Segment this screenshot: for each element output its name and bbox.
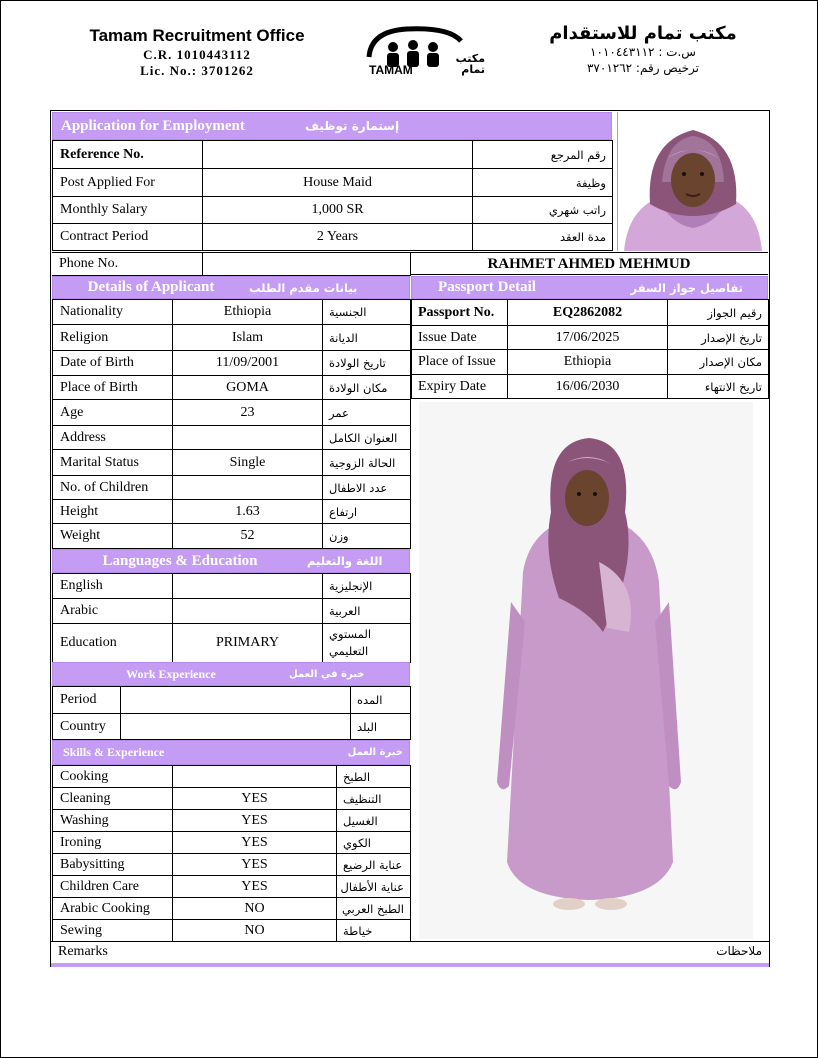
country-label: Country (53, 714, 121, 740)
age-label: Age (53, 400, 173, 426)
age-label-ar: عمر (323, 400, 411, 426)
office-lic-en: Lic. No.: 3701262 (140, 63, 254, 78)
table-row (53, 426, 411, 450)
skills-title-ar: خبرة العمل (347, 747, 403, 758)
languages-table (52, 573, 411, 663)
passport-title-ar: تفاصيل جواز السفر (630, 280, 743, 295)
cleaning-value: YES (173, 788, 337, 810)
applicant-name: RAHMET AHMED MEHMUD (410, 252, 768, 275)
sewing-label: Sewing (53, 920, 173, 942)
religion-label: Religion (53, 325, 173, 351)
marital-label: Marital Status (53, 450, 173, 476)
applicant-portrait (617, 112, 768, 251)
applicant-full-photo (419, 402, 753, 939)
table-row (53, 500, 411, 524)
arabic-cooking-label-ar: الطبخ العربي (337, 898, 411, 920)
reference-label: Reference No. (53, 141, 203, 169)
address-label-ar: العنوان الكامل (323, 426, 411, 450)
logo-text-en: TAMAM (369, 63, 413, 77)
logo-text-ar: مكتب تمام (455, 52, 485, 76)
english-label: English (53, 574, 173, 599)
arabic-cooking-value: NO (173, 898, 337, 920)
weight-label: Weight (53, 524, 173, 549)
sewing-value: NO (173, 920, 337, 942)
ironing-label: Ironing (53, 832, 173, 854)
dob-label-ar: تاريخ الولادة (323, 351, 411, 376)
children-care-label: Children Care (53, 876, 173, 898)
table-row (53, 599, 411, 624)
office-lic-ar: ترخيص رقم: ٣٧٠١٢٦٢ (586, 61, 699, 75)
nationality-label: Nationality (53, 300, 173, 325)
full-photo-image (419, 402, 753, 939)
table-row (53, 400, 411, 426)
children-label: No. of Children (53, 476, 173, 500)
table-row (53, 876, 411, 898)
dob-value: 11/09/2001 (173, 351, 323, 376)
languages-title: Languages & Education (102, 552, 258, 569)
reference-value (203, 141, 473, 169)
dob-label: Date of Birth (53, 351, 173, 376)
table-row (53, 766, 411, 788)
expiry-value: 16/06/2030 (508, 375, 668, 399)
english-value (173, 574, 323, 599)
post-label: Post Applied For (53, 169, 203, 197)
table-row (53, 920, 411, 942)
table-row (53, 810, 411, 832)
contract-value: 2 Years (203, 224, 473, 251)
education-value: PRIMARY (173, 624, 323, 663)
cooking-label: Cooking (53, 766, 173, 788)
skills-table (52, 765, 411, 942)
office-cr-en: C.R. 1010443112 (143, 47, 251, 62)
table-row (53, 524, 411, 549)
period-label: Period (53, 687, 121, 714)
height-label: Height (53, 500, 173, 524)
application-title: Application for Employment (61, 117, 245, 134)
reference-label-ar: رقم المرجع (473, 141, 613, 169)
place-issue-label: Place of Issue (412, 350, 508, 375)
children-care-label-ar: عناية الأطفال (337, 876, 411, 898)
passport-header (411, 276, 768, 299)
issue-date-label-ar: تاريخ الإصدار (668, 326, 769, 350)
table-row (53, 300, 411, 325)
table-row (53, 376, 411, 400)
education-label: Education (53, 624, 173, 663)
passport-no-label: Passport No. (412, 300, 508, 326)
contract-label-ar: مدة العقد (473, 224, 613, 251)
table-row (53, 788, 411, 810)
ironing-value: YES (173, 832, 337, 854)
cleaning-label-ar: التنظيف (337, 788, 411, 810)
phone-label: Phone No. (52, 253, 202, 276)
work-title-ar: خبرة في العمل (289, 668, 365, 680)
remarks-label-ar: ملاحظات (716, 944, 762, 958)
work-title: Work Experience (126, 666, 216, 681)
pob-label: Place of Birth (53, 376, 173, 400)
sewing-label-ar: خياطة (337, 920, 411, 942)
work-header (52, 662, 410, 686)
weight-value: 52 (173, 524, 323, 549)
education-label-ar: المستوي التعليمي (323, 624, 411, 663)
passport-table (411, 299, 769, 399)
country-label-ar: البلد (351, 714, 411, 740)
details-table (52, 299, 411, 549)
table-row (53, 476, 411, 500)
table-row (53, 325, 411, 351)
weight-label-ar: وزن (323, 524, 411, 549)
table-row (53, 141, 613, 169)
table-row (53, 687, 411, 714)
address-label: Address (53, 426, 173, 450)
table-row (53, 714, 411, 740)
pob-label-ar: مكان الولادة (323, 376, 411, 400)
cooking-value (173, 766, 337, 788)
office-cr-ar: س.ت : ١٠١٠٤٤٣١١٢ (590, 45, 696, 59)
phone-table (52, 252, 411, 276)
children-care-value: YES (173, 876, 337, 898)
table-row (53, 624, 411, 663)
place-issue-label-ar: مكان الإصدار (668, 350, 769, 375)
skills-title: Skills & Experience (63, 745, 165, 759)
salary-label: Monthly Salary (53, 197, 203, 224)
table-row (53, 169, 613, 197)
bottom-bar (51, 963, 769, 967)
cooking-label-ar: الطبخ (337, 766, 411, 788)
details-header (52, 276, 410, 299)
office-name-ar: مكتب تمام للاستقدام (549, 23, 737, 44)
babysitting-label-ar: عناية الرضيع (337, 854, 411, 876)
babysitting-label: Babysitting (53, 854, 173, 876)
phone-value (202, 253, 410, 276)
remarks-label: Remarks (58, 944, 108, 959)
arabic-label: Arabic (53, 599, 173, 624)
place-issue-value: Ethiopia (508, 350, 668, 375)
table-row (412, 326, 769, 350)
details-title-ar: بيانات مقدم الطلب (249, 280, 358, 295)
work-table (52, 686, 411, 740)
languages-title-ar: اللغة والتعليم (307, 554, 383, 568)
details-title: Details of Applicant (87, 279, 215, 295)
table-row (412, 350, 769, 375)
babysitting-value: YES (173, 854, 337, 876)
marital-value: Single (173, 450, 323, 476)
period-value (121, 687, 351, 714)
arabic-value (173, 599, 323, 624)
table-row (53, 197, 613, 224)
table-row (53, 224, 613, 251)
english-label-ar: الإنجليزية (323, 574, 411, 599)
passport-no-label-ar: رقيم الجواز (668, 300, 769, 326)
post-value: House Maid (203, 169, 473, 197)
table-row (53, 450, 411, 476)
period-label-ar: المده (351, 687, 411, 714)
contract-label: Contract Period (53, 224, 203, 251)
languages-header (52, 549, 410, 573)
religion-label-ar: الديانة (323, 325, 411, 351)
table-row (53, 898, 411, 920)
cleaning-label: Cleaning (53, 788, 173, 810)
post-label-ar: وظيفة (473, 169, 613, 197)
arabic-label-ar: العربية (323, 599, 411, 624)
nationality-value: Ethiopia (173, 300, 323, 325)
passport-title: Passport Detail (438, 279, 536, 295)
table-row (412, 375, 769, 399)
portrait-image (618, 112, 768, 251)
pob-value: GOMA (173, 376, 323, 400)
height-value: 1.63 (173, 500, 323, 524)
table-row (53, 832, 411, 854)
expiry-label-ar: تاريخ الانتهاء (668, 375, 769, 399)
address-value (173, 426, 323, 450)
application-header (52, 112, 612, 140)
table-row (52, 253, 410, 276)
salary-value: 1,000 SR (203, 197, 473, 224)
country-value (121, 714, 351, 740)
application-title-ar: إستمارة توظيف (305, 119, 400, 133)
arabic-cooking-label: Arabic Cooking (53, 898, 173, 920)
marital-label-ar: الحالة الزوجية (323, 450, 411, 476)
office-name-en: Tamam Recruitment Office (89, 26, 305, 45)
table-row (412, 300, 769, 326)
skills-header (52, 740, 410, 765)
expiry-label: Expiry Date (412, 375, 508, 399)
washing-value: YES (173, 810, 337, 832)
washing-label: Washing (53, 810, 173, 832)
height-label-ar: ارتفاع (323, 500, 411, 524)
washing-label-ar: الغسيل (337, 810, 411, 832)
table-row (53, 351, 411, 376)
issue-date-value: 17/06/2025 (508, 326, 668, 350)
issue-date-label: Issue Date (412, 326, 508, 350)
salary-label-ar: راتب شهري (473, 197, 613, 224)
application-table (52, 140, 613, 251)
religion-value: Islam (173, 325, 323, 351)
children-label-ar: عدد الاطفال (323, 476, 411, 500)
age-value: 23 (173, 400, 323, 426)
children-value (173, 476, 323, 500)
table-row (53, 574, 411, 599)
nationality-label-ar: الجنسية (323, 300, 411, 325)
ironing-label-ar: الكوي (337, 832, 411, 854)
remarks-row (50, 941, 770, 963)
passport-no-value: EQ2862082 (508, 300, 668, 326)
table-row (53, 854, 411, 876)
